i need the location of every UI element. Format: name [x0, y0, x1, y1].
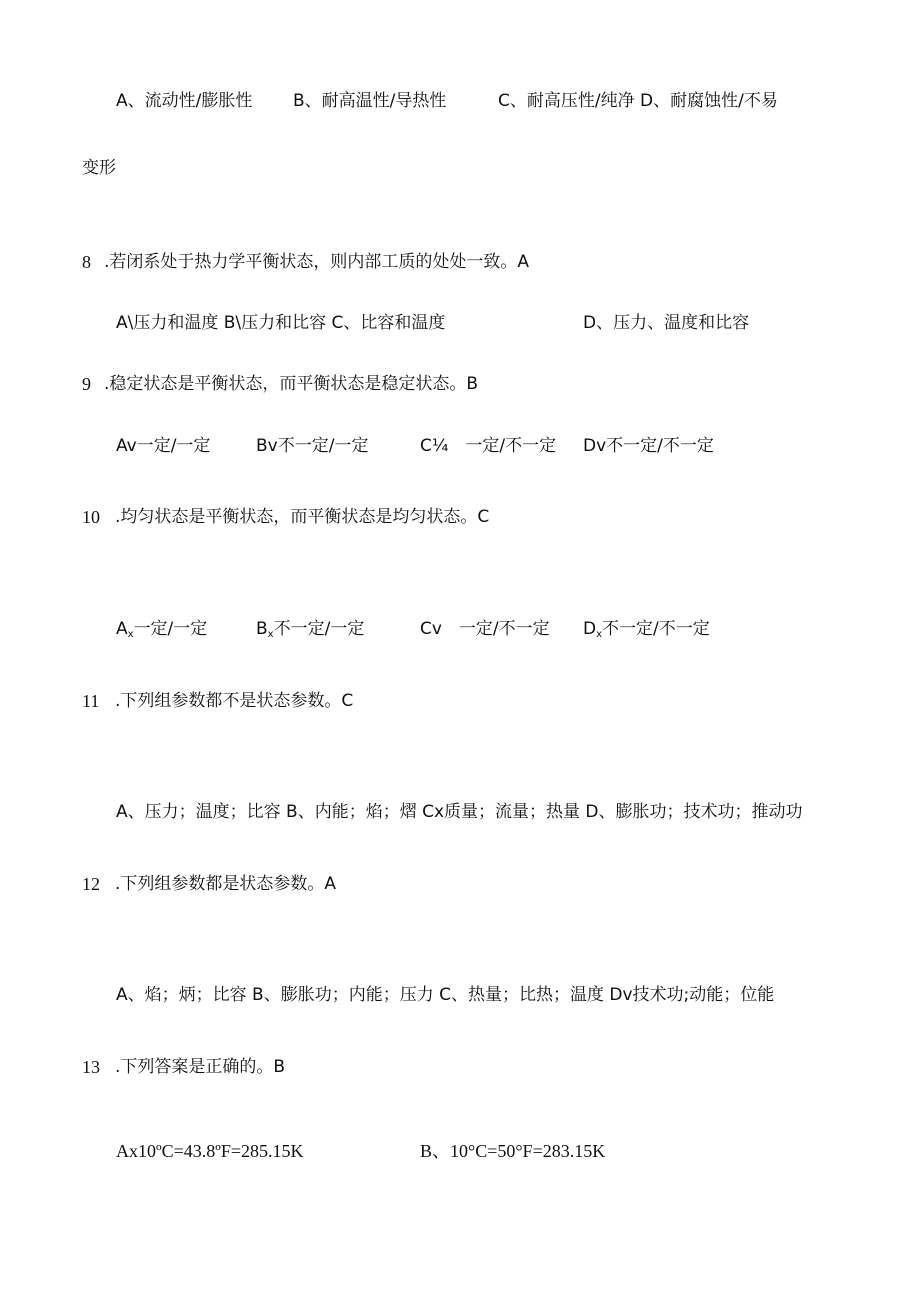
q13-option-a: Ax10ºC=43.8ºF=285.15K: [116, 1141, 304, 1161]
q7-option-cd: C、耐高压性/纯净 D、耐腐蚀性/不易: [498, 91, 778, 111]
q10-option-d-letter: D: [583, 619, 597, 639]
q10-stem: .均匀状态是平衡状态，而平衡状态是均匀状态。C: [115, 507, 490, 527]
q10-option-a-text: 一定/一定: [133, 619, 208, 639]
q10-option-d-text: 不一定/不一定: [602, 619, 710, 639]
q12-options: A、焰；炳；比容 B、膨胀功；内能；压力 C、热量；比热；温度 Dv技术功;动能；位能: [116, 985, 775, 1005]
q10-option-b-sub: x: [267, 629, 274, 640]
q13-option-b: B、10°C=50°F=283.15K: [420, 1141, 606, 1161]
q10-option-a-sub: x: [127, 629, 134, 640]
q10-option-a-letter: A: [116, 619, 128, 639]
q10-option-d: [583, 618, 710, 640]
q8-number: 8: [82, 252, 91, 272]
q8-stem: .若闭系处于热力学平衡状态，则内部工质的处处一致。A: [104, 252, 530, 272]
q7-option-a: A、流动性/膨胀性: [116, 91, 253, 111]
q7-option-continuation: 变形: [82, 158, 116, 178]
q11-options: A、压力；温度；比容 B、内能；焰；熠 Cx质量；流量；热量 D、膨胀功；技术功；推动功: [116, 802, 803, 822]
q12-number: 12: [82, 874, 100, 894]
q9-option-c: C¼ 一定/不一定: [420, 436, 557, 456]
q9-option-a: Av一定/一定: [116, 436, 211, 456]
q8-options-abc: A\压力和温度 B\压力和比容 C、比容和温度: [116, 313, 446, 333]
q11-number: 11: [82, 691, 100, 711]
q10-option-a: [116, 618, 207, 640]
q7-option-b: B、耐高温性/导热性: [293, 91, 447, 111]
q13-stem: .下列答案是正确的。B: [115, 1057, 286, 1077]
q11-stem: .下列组参数都不是状态参数。C: [115, 691, 354, 711]
q9-number: 9: [82, 374, 91, 394]
q10-option-b: [256, 618, 364, 640]
q13-number: 13: [82, 1057, 100, 1077]
q9-option-d: Dv不一定/不一定: [583, 436, 714, 456]
q8-option-d: D、压力、温度和比容: [583, 313, 750, 333]
q12-stem: .下列组参数都是状态参数。A: [115, 874, 337, 894]
q10-option-d-sub: x: [596, 629, 603, 640]
q9-stem: .稳定状态是平衡状态，而平衡状态是稳定状态。B: [104, 374, 479, 394]
q10-number: 10: [82, 507, 100, 527]
q9-option-b: Bv不一定/一定: [256, 436, 369, 456]
q10-option-b-letter: B: [256, 619, 268, 639]
q10-option-b-text: 不一定/一定: [273, 619, 365, 639]
q10-option-c: Cv 一定/不一定: [420, 619, 550, 639]
